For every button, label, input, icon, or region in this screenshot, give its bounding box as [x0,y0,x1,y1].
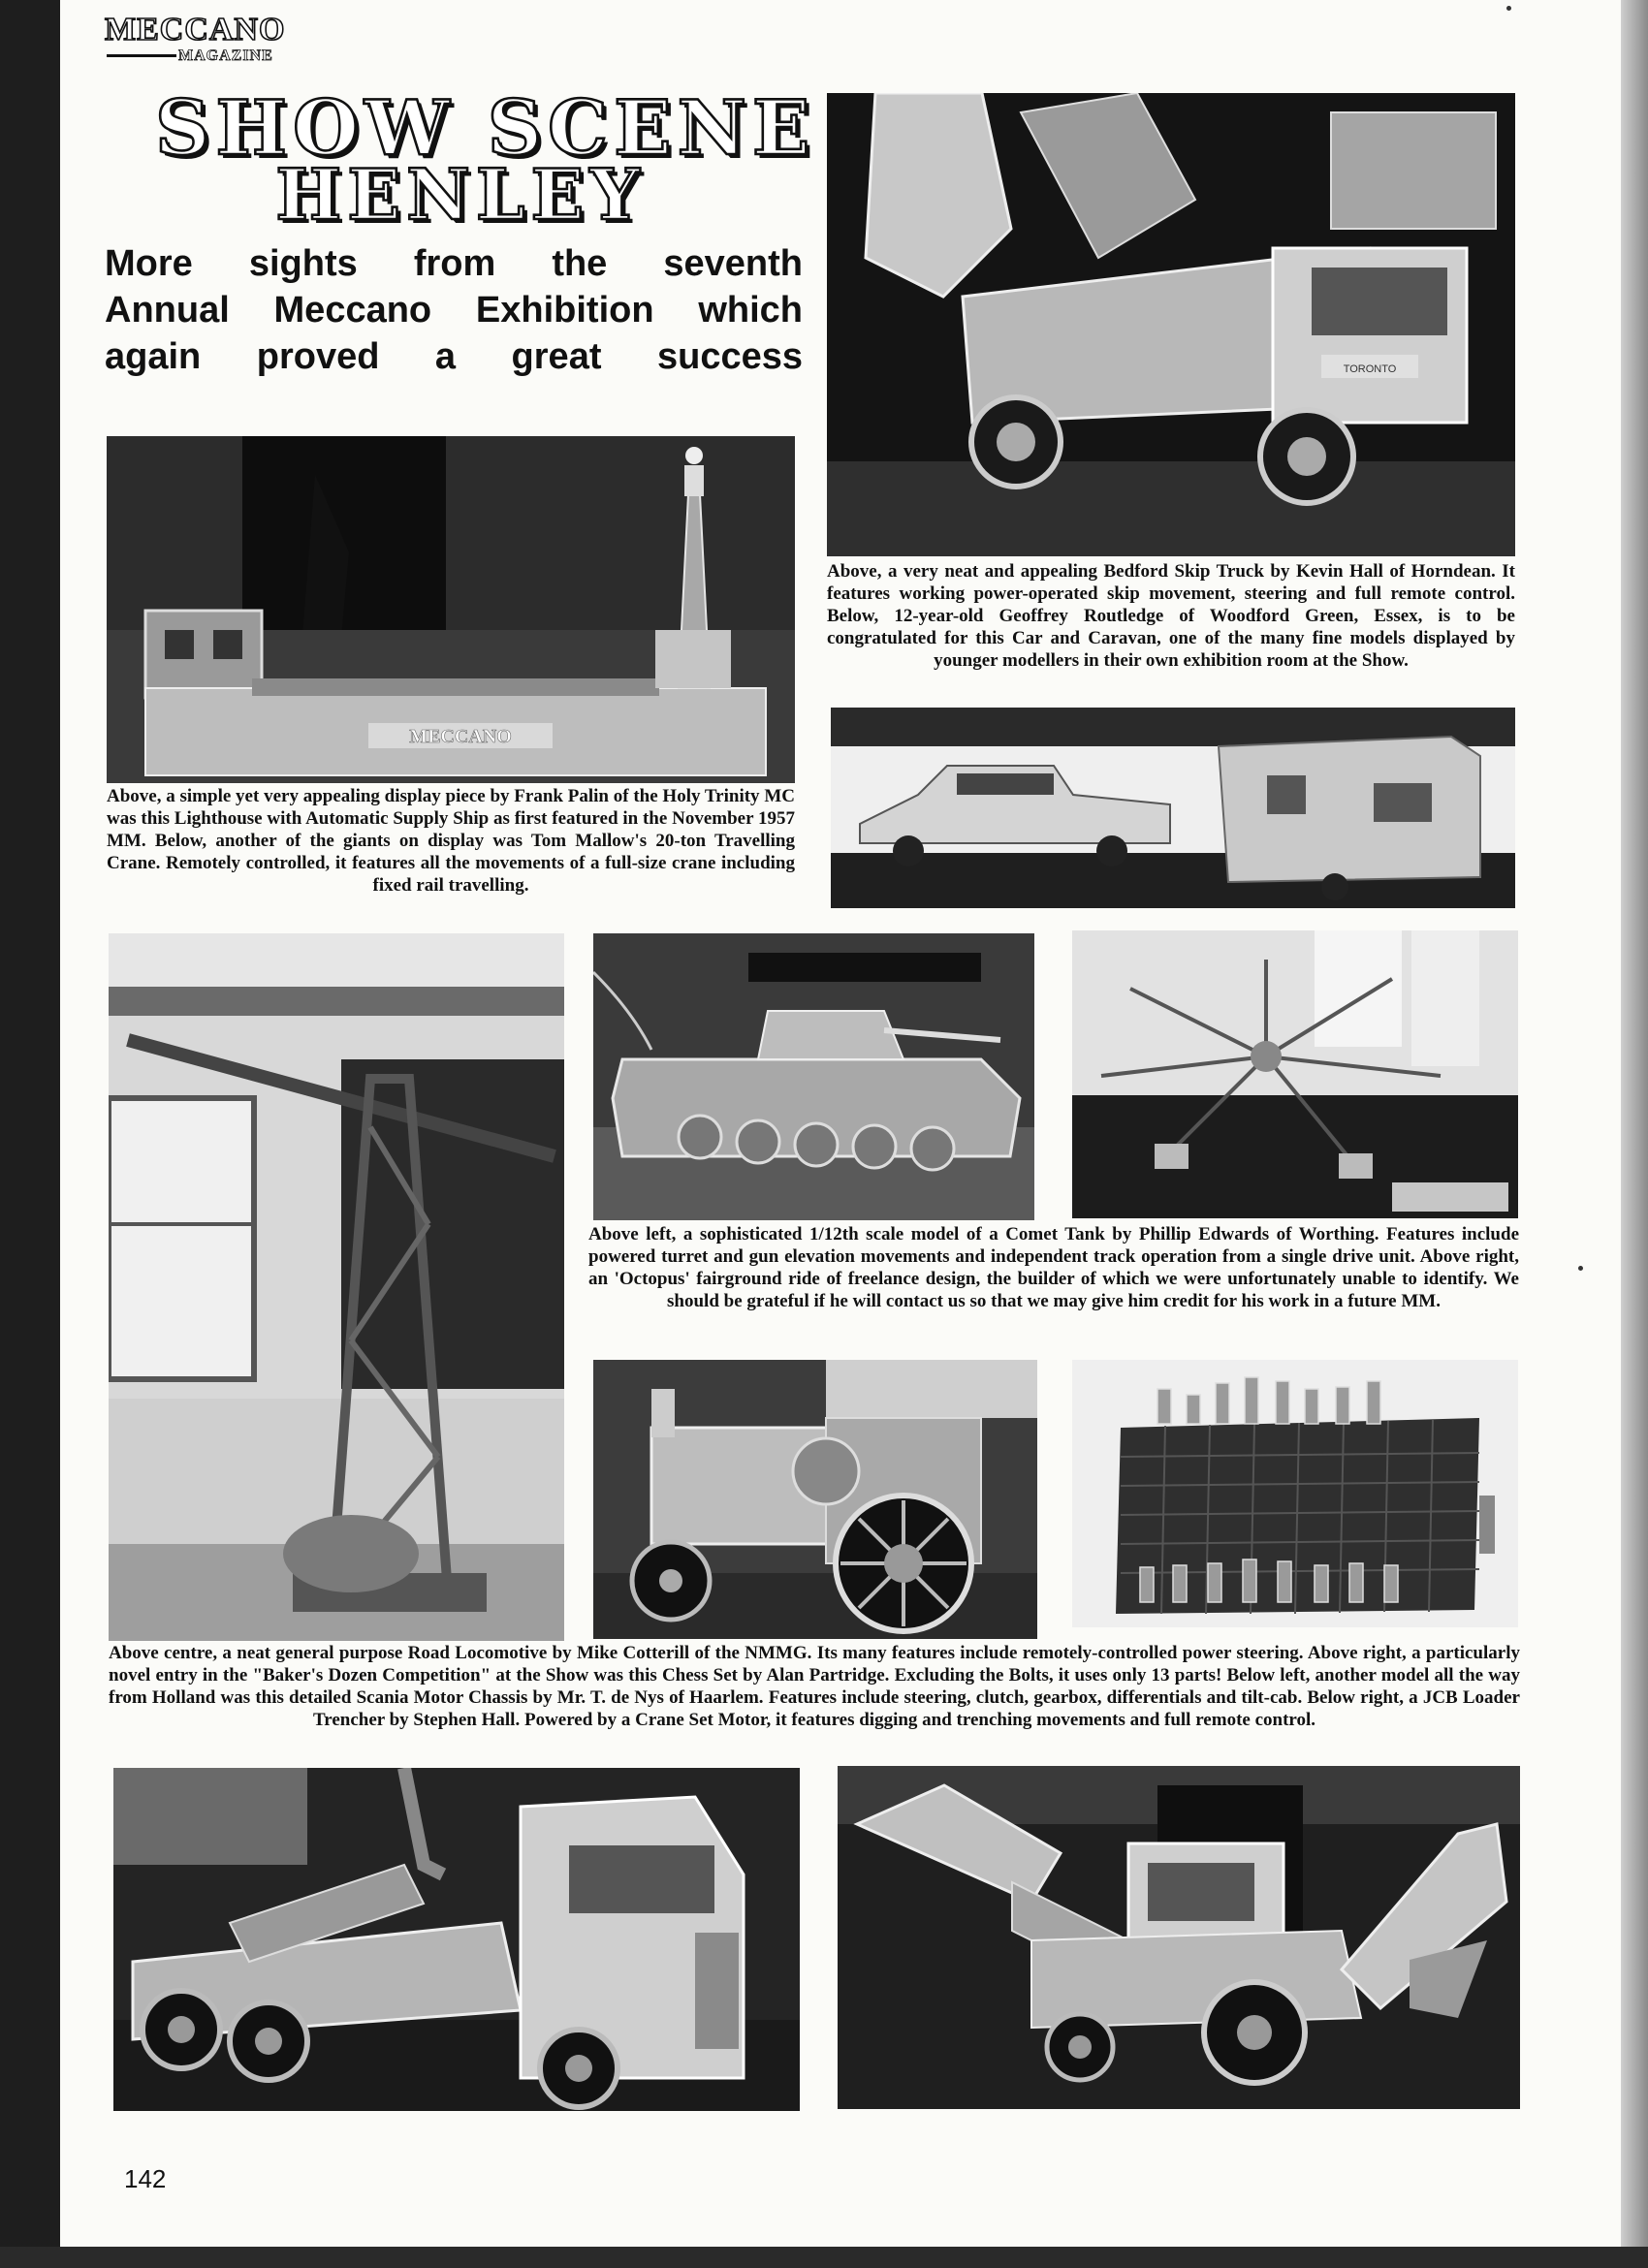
photo-jcb-loader [838,1766,1520,2109]
photo-travelling-crane [109,933,564,1641]
photo-skip-truck [827,93,1515,556]
caption-tank-octopus: Above left, a sophisticated 1/12th scale model of a Comet Tank by Phillip Edwards of Worthing. Features include powered turret and gun elevation movements and independent track operation from a single drive unit. Above right, an 'Octopus' fairground ride of freelance design, the builder of which we were unfortunately unable to identify. We should be grateful if he will contact us so that we may give him credit for his work in a future MM. [588,1224,1519,1311]
scan-speck [1578,1266,1583,1271]
ship-nameplate: MECCANO [409,726,512,747]
banner-line-2: HENLEY [275,153,646,236]
photo-lighthouse-ship [107,436,795,783]
photo-scania-chassis [113,1768,800,2111]
caption-lighthouse-crane: Above, a simple yet very appealing display piece by Frank Palin of the Holy Trinity MC was this Lighthouse with Automatic Supply Ship as first featured in the November 1957 MM. Below, another of the giants on display was Tom Mallow's 20-ton Travelling Crane. Remotely controlled, it features all the movements of a full-size crane including fixed rail travelling. [107,786,795,896]
masthead-logo [105,14,299,72]
scan-bottom-edge [0,2247,1648,2268]
truck-cab-label: TORONTO [1343,363,1397,375]
masthead-rule [107,54,176,57]
page-binding-shadow [0,0,60,2268]
photo-octopus-ride [1072,930,1518,1218]
masthead-title: MECCANO [105,12,286,47]
page-number: 142 [124,2164,167,2193]
banner-line-1: SHOW SCENE [155,84,816,173]
subtitle-line: again proved a great success [105,336,803,377]
caption-skip-truck-car-caravan: Above, a very neat and appealing Bedford Skip Truck by Kevin Hall of Horndean. It features working power-operated skip movement, steering and full remote control. Below, 12-year-old Geoffrey Routledge of Woodford Green, Essex, is to be congratulated for this Car and Caravan, one of the many fine models displayed by younger modellers in their own exhibition room at the Show. [827,561,1515,671]
masthead-subtitle: MAGAZINE [178,47,273,64]
caption-locomotive-chess-scania-jcb: Above centre, a neat general purpose Road Locomotive by Mike Cotterill of the NMMG. Its many features include remotely-controlled power steering. Above right, a particularly novel entry in the "Baker's Dozen Competition" at the Show was this Chess Set by Alan Partridge. Excluding the Bolts, it uses only 13 parts! Below left, another model all the way from Holland was this detailed Scania Motor Chassis by Mr. T. de Nys of Haarlem. Features include steering, clutch, gearbox, differentials and tilt-cab. Below right, a JCB Loader Trencher by Stephen Hall. Powered by a Crane Set Motor, it features digging and trenching movements and full remote control. [109,1643,1520,1730]
subtitle-line: More sights from the seventh [105,243,803,284]
subtitle-line: Annual Meccano Exhibition which [105,290,803,331]
photo-chess-set [1072,1360,1518,1627]
page-edge [1621,0,1648,2268]
photo-road-locomotive [593,1360,1037,1639]
photo-comet-tank [593,933,1034,1220]
photo-car-caravan [831,708,1515,908]
scan-speck [1506,6,1511,11]
article-subtitle [105,240,803,380]
